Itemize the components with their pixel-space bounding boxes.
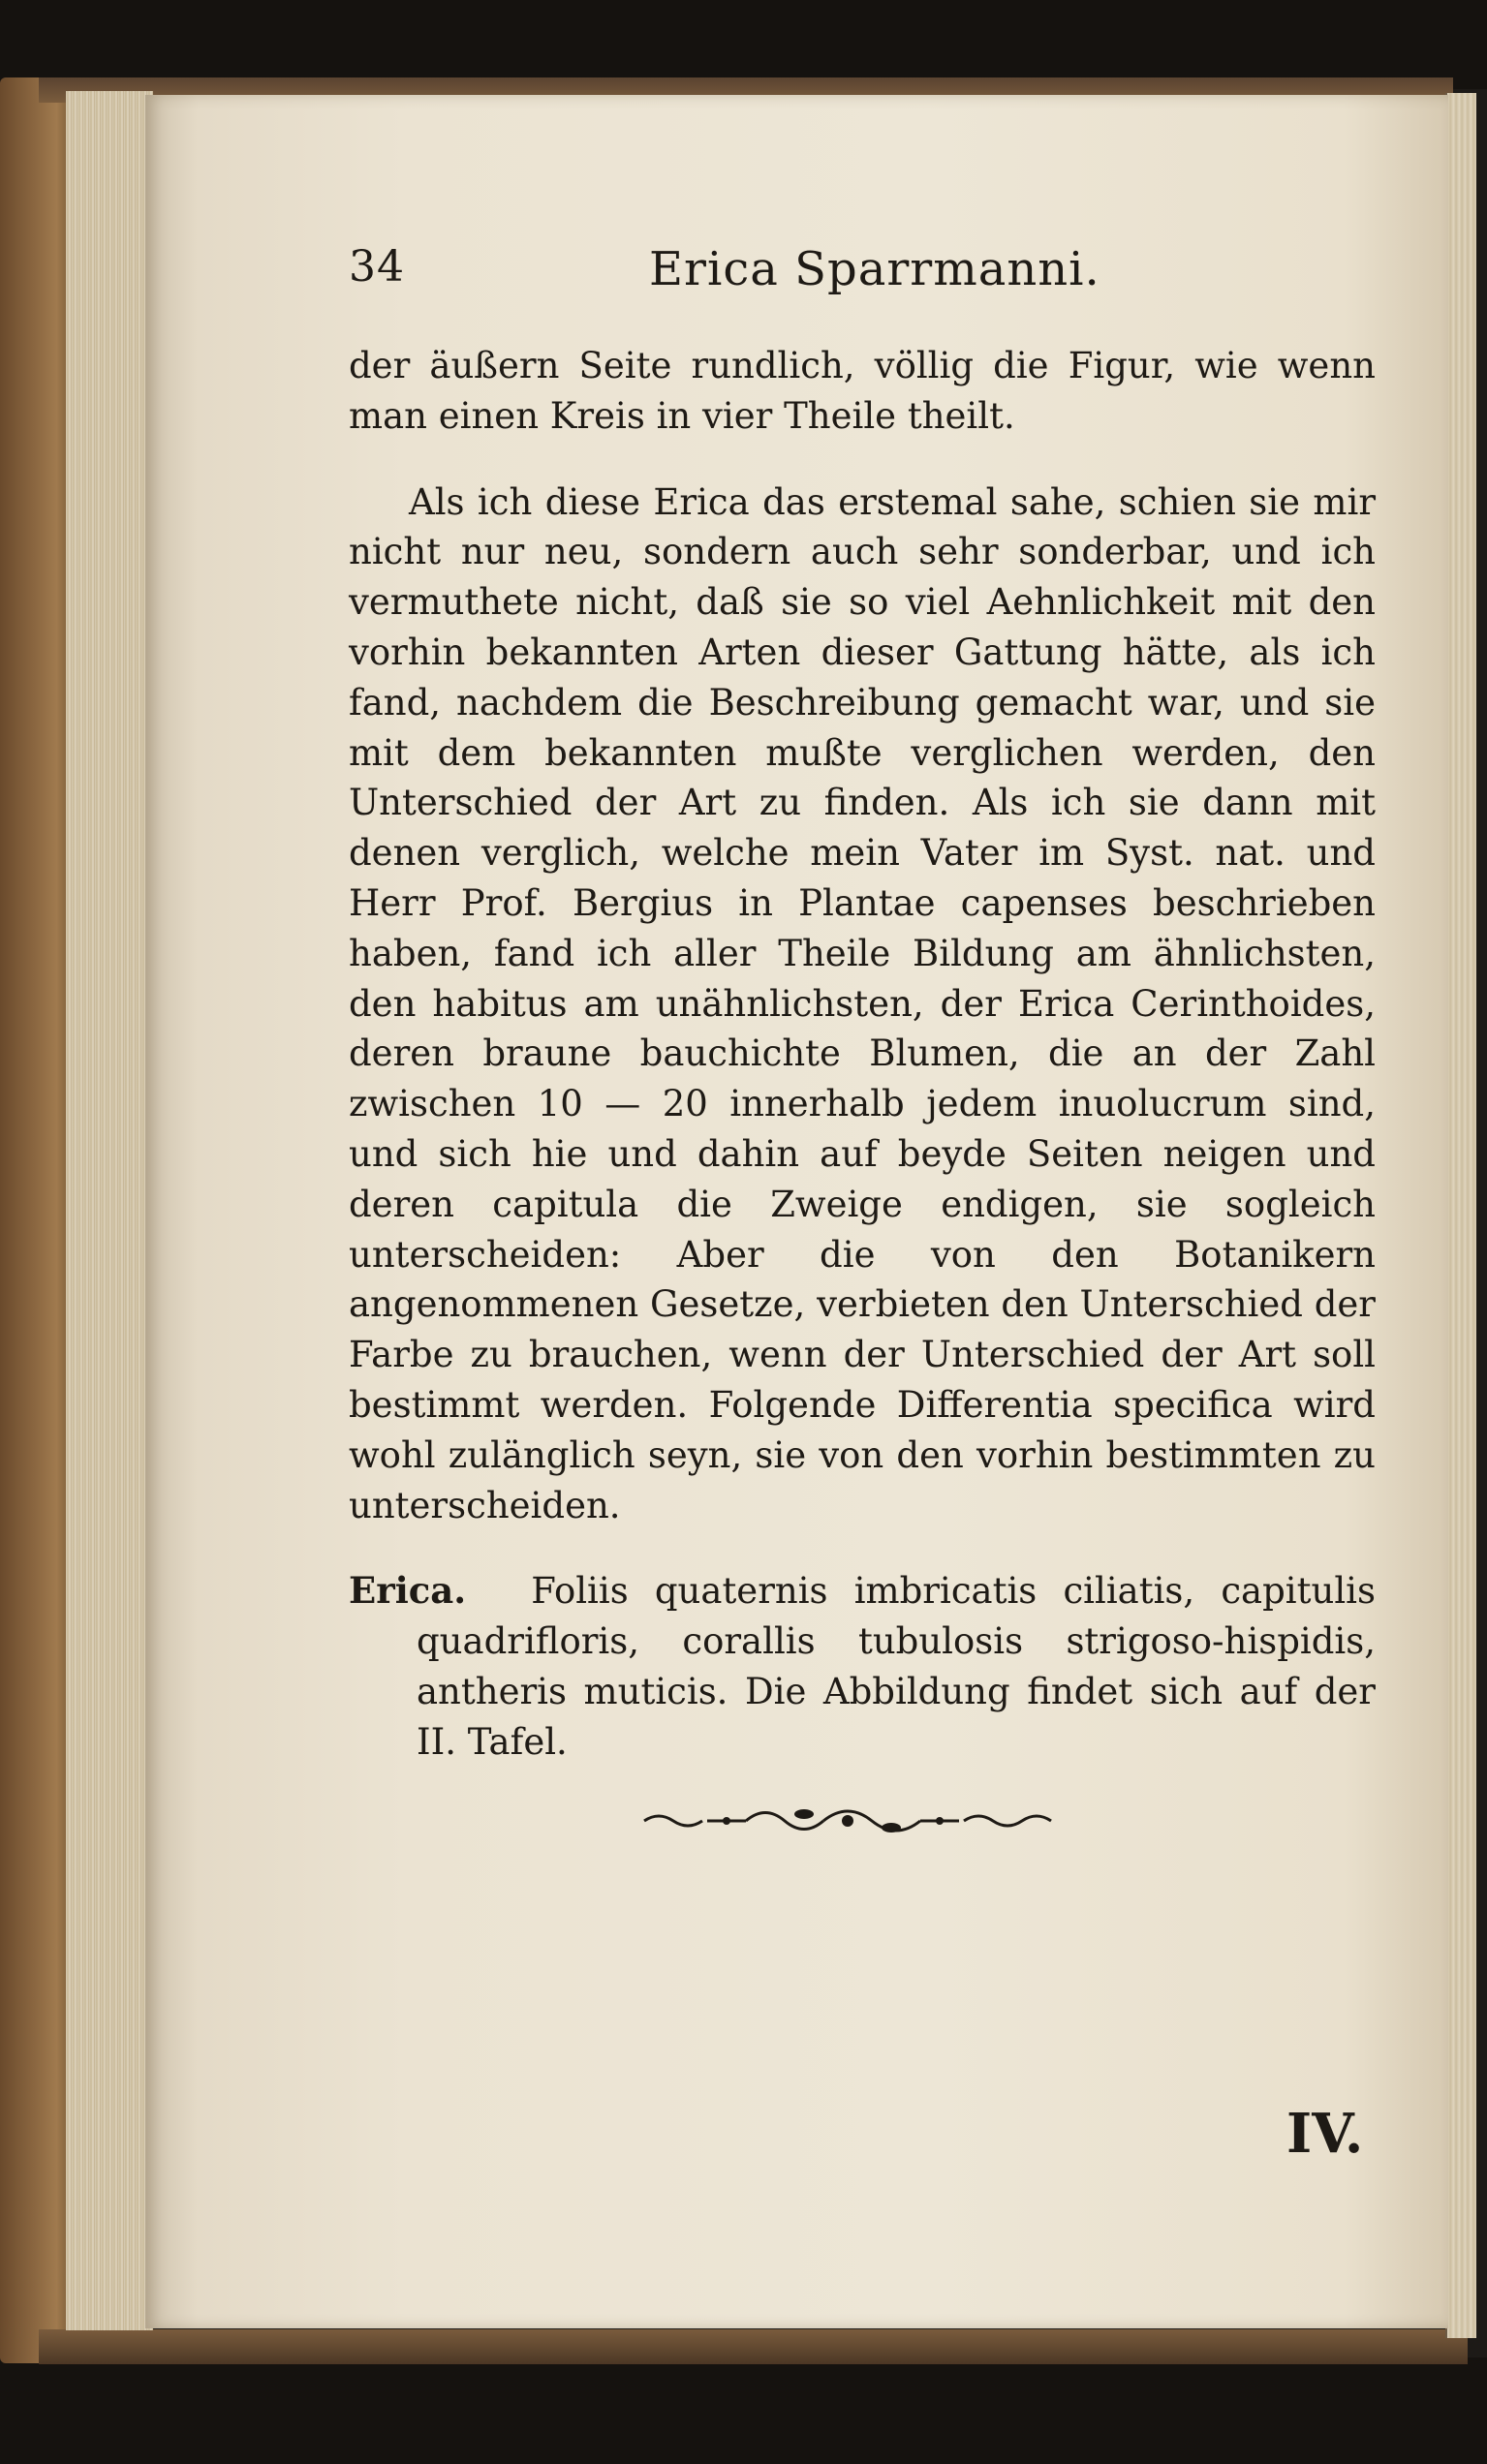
species-diagnosis [349, 1566, 1376, 1767]
leather-binding-bottom [39, 2329, 1468, 2364]
page-header [203, 242, 1395, 300]
decorative-ornament-icon [639, 1797, 1056, 1845]
diagnosis-term: Erica. [349, 1569, 467, 1613]
main-paragraph: Als ich diese Erica das erstemal sahe, schien sie mir nicht nur neu, sondern auch sehr sonderbar, und ich vermuthete nicht, daß sie so viel Aehnlichkeit mit den vorhin bekannten Arten dieser Gattung hätte, als ich fand, nachdem die Beschreibung gemacht war, und sie mit dem bekannten mußte verglichen werden, den Unterschied der Art zu finden. Als ich sie dann mit denen verglich, welche mein Vater im Syst. nat. und Herr Prof. Bergius in Plantae capenses beschrieben haben, fand ich aller Theile Bildung am ähnlichsten, den habitus am unähnlichsten, der Erica Cerinthoides, deren braune bauchichte Blumen, die an der Zahl zwischen 10 — 20 innerhalb jedem inuolucrum sind, und sich hie und dahin auf beyde Seiten neigen und deren capitula die Zweige endigen, sie sogleich unterscheiden: Aber die von den Botanikern angenommenen Gesetze, verbieten den Unterschied der Farbe zu brauchen, wenn der Unterschied der Art soll bestimmt werden. Folgende Differentia specifica wird wohl zulänglich seyn, sie von den vorhin bestimmten zu unterscheiden. [349, 480, 1376, 1526]
page-body [349, 341, 1376, 1768]
stacked-page-edges [66, 91, 153, 2330]
leather-binding-left [0, 77, 76, 2363]
signature-mark: IV. [1286, 2102, 1364, 2166]
diagnosis-text: Foliis quaternis imbricatis ciliatis, capitulis quadrifloris, corallis tubulosis strigoso-hispidis, antheris muticis. Die Abbildung findet sich auf der II. Tafel. [417, 1570, 1376, 1763]
book-cover-top [0, 0, 1487, 89]
continued-paragraph: der äußern Seite rundlich, völlig die Figur, wie wenn man einen Kreis in vier Theile theilt. [349, 345, 1376, 437]
running-title: Erica Sparrmanni. [649, 242, 1100, 296]
book-cover-bottom [0, 2357, 1487, 2464]
right-page-edge [1445, 93, 1476, 2338]
page-number: 34 [349, 242, 405, 292]
